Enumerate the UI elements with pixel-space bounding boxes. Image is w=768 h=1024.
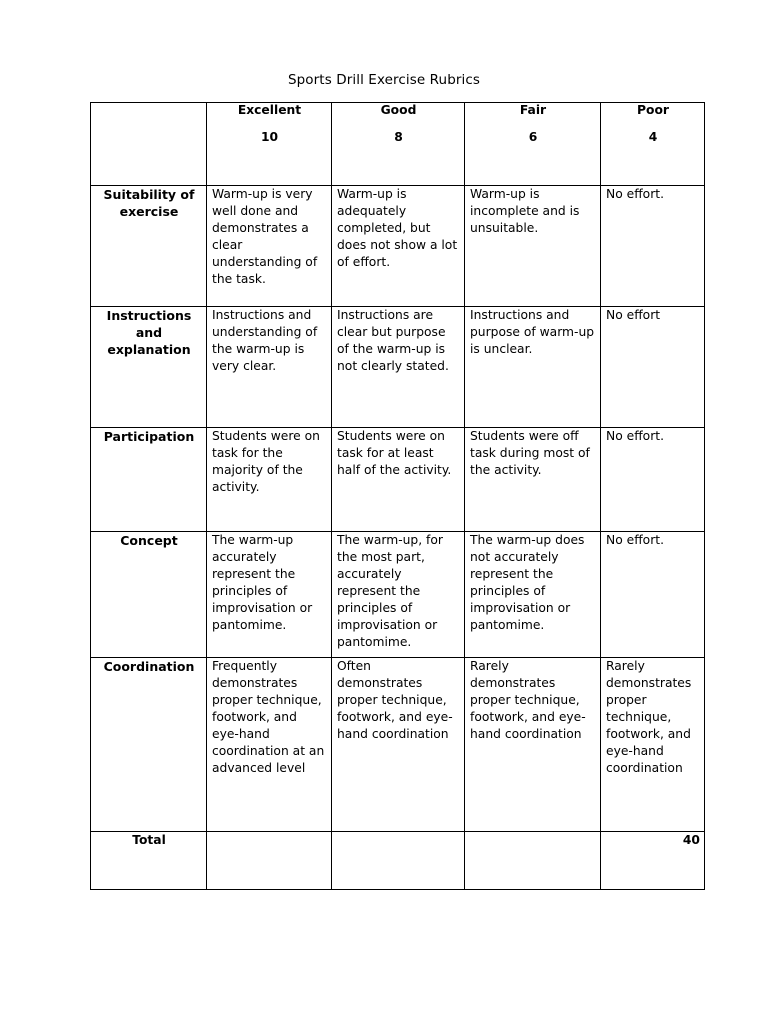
- rubric-cell-poor: No effort.: [601, 532, 705, 658]
- document-title: Sports Drill Exercise Rubrics: [287, 72, 481, 88]
- rubric-cell-fair: Students were off task during most of the activity.: [465, 428, 601, 532]
- rubric-cell-fair: Rarely demonstrates proper technique, footwork, and eye-hand coordination: [465, 658, 601, 832]
- rubric-cell-good: Warm-up is adequately completed, but does not show a lot of effort.: [332, 186, 465, 307]
- header-poor: [601, 103, 705, 186]
- rubric-cell-fair: Instructions and purpose of warm-up is unclear.: [465, 307, 601, 428]
- rubric-cell-excellent: Frequently demonstrates proper technique, footwork, and eye-hand coordination at an advanced level: [207, 658, 332, 832]
- header-criteria-cell: [91, 103, 207, 186]
- level-points: 10: [260, 130, 279, 144]
- total-excellent: [207, 832, 332, 890]
- level-name: Poor: [637, 103, 669, 117]
- rubric-cell-good: Instructions are clear but purpose of the warm-up is not clearly stated.: [332, 307, 465, 428]
- rubric-cell-good: Students were on task for at least half of the activity.: [332, 428, 465, 532]
- header-fair: [465, 103, 601, 186]
- rubric-row-instructions: [91, 307, 705, 428]
- rubric-row-concept: [91, 532, 705, 658]
- rubric-row-suitability: [91, 186, 705, 307]
- header-row: [91, 103, 705, 186]
- rubric-cell-poor: No effort.: [601, 428, 705, 532]
- rubric-cell-excellent: Instructions and understanding of the warm-up is very clear.: [207, 307, 332, 428]
- total-label: Total: [91, 832, 207, 890]
- criterion-label: Suitability of exercise: [91, 186, 207, 307]
- level-name: Excellent: [237, 103, 302, 117]
- total-poor: 40: [601, 832, 705, 890]
- criterion-label: Instructions and explanation: [91, 307, 207, 428]
- rubric-cell-good: The warm-up, for the most part, accurately represent the principles of improvisation or pantomime.: [332, 532, 465, 658]
- criterion-label: Coordination: [91, 658, 207, 832]
- total-fair: [465, 832, 601, 890]
- rubric-cell-fair: The warm-up does not accurately represent the principles of improvisation or pantomime.: [465, 532, 601, 658]
- rubric-cell-excellent: Warm-up is very well done and demonstrates a clear understanding of the task.: [207, 186, 332, 307]
- level-points: 8: [394, 130, 403, 144]
- rubric-cell-poor: No effort.: [601, 186, 705, 307]
- criterion-label: Concept: [91, 532, 207, 658]
- rubric-cell-good: Often demonstrates proper technique, footwork, and eye-hand coordination: [332, 658, 465, 832]
- rubric-cell-poor: No effort: [601, 307, 705, 428]
- header-excellent: [207, 103, 332, 186]
- total-good: [332, 832, 465, 890]
- rubric-cell-excellent: Students were on task for the majority of the activity.: [207, 428, 332, 532]
- rubric-cell-excellent: The warm-up accurately represent the principles of improvisation or pantomime.: [207, 532, 332, 658]
- level-points: 4: [648, 130, 658, 144]
- level-name: Good: [380, 103, 417, 117]
- level-points: 6: [528, 130, 538, 144]
- total-row: [91, 832, 705, 890]
- rubric-row-coordination: [91, 658, 705, 832]
- rubric-row-participation: [91, 428, 705, 532]
- rubric-cell-poor: Rarely demonstrates proper technique, footwork, and eye-hand coordination: [601, 658, 705, 832]
- rubric-table: [90, 102, 705, 890]
- rubric-cell-fair: Warm-up is incomplete and is unsuitable.: [465, 186, 601, 307]
- header-good: [332, 103, 465, 186]
- level-name: Fair: [519, 103, 547, 117]
- criterion-label: Participation: [91, 428, 207, 532]
